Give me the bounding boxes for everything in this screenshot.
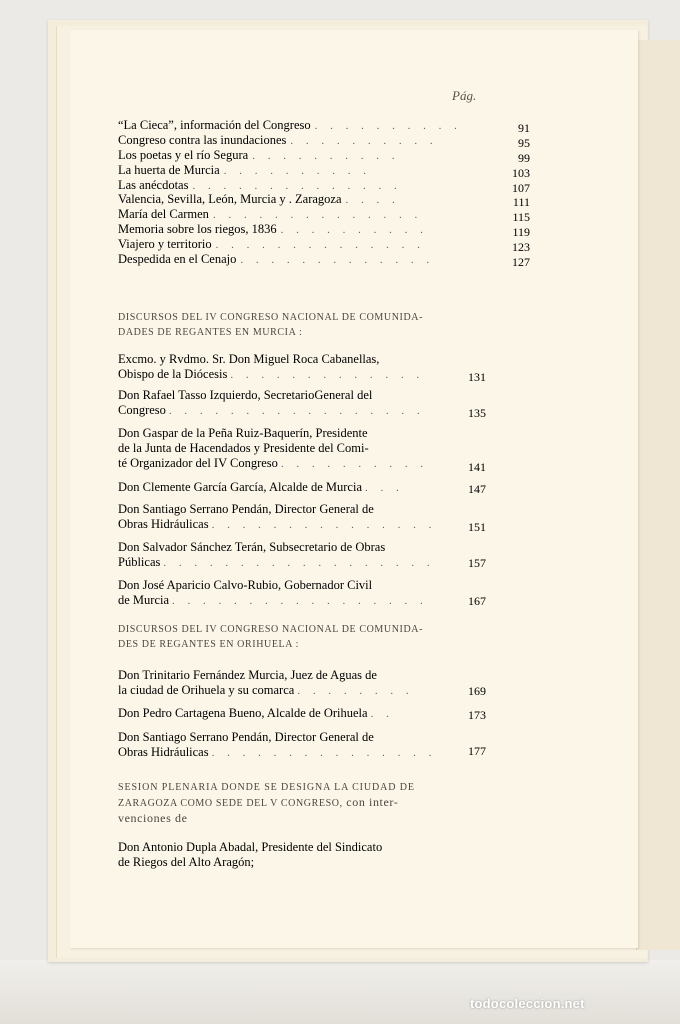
entry-page-number: 169 [468, 684, 486, 698]
entry-last-line [118, 517, 450, 533]
entry-line: de Riegos del Alto Aragón; [118, 855, 255, 869]
entry-page-number: 167 [468, 594, 486, 608]
section-heading-lower: con inter- [342, 795, 399, 809]
toc-entry [118, 668, 450, 699]
section-heading-line: DADES DE REGANTES EN MURCIA : [118, 327, 303, 338]
toc-row [118, 237, 530, 255]
toc-row [118, 252, 530, 270]
toc-leader-dots: . . . . . . . . . . [280, 458, 429, 470]
toc-row-title: Despedida en el Cenajo [118, 252, 237, 267]
entry-page-number: 147 [468, 482, 486, 496]
toc-row-title: María del Carmen [118, 207, 209, 222]
entry-line: Don Salvador Sánchez Terán, Subsecretario de Obras [118, 540, 386, 554]
section-heading-line: SESION PLENARIA DONDE SE DESIGNA LA CIUDAD DE [118, 782, 415, 793]
entry-page-number: 141 [468, 460, 486, 474]
toc-row [118, 118, 530, 133]
toc-entry [118, 502, 450, 533]
entry-last-line [118, 403, 450, 419]
toc-row-page: 99 [518, 150, 530, 165]
toc-row [118, 133, 530, 148]
entry-last-line [118, 683, 450, 699]
toc-entry [118, 706, 450, 722]
entry-line-text: la ciudad de Orihuela y su comarca [118, 683, 295, 697]
toc-leader-dots: . . . . . . . . . . [280, 224, 428, 237]
entry-line-text: Obras Hidráulicas [118, 745, 209, 759]
toc-row-page: 111 [512, 195, 530, 210]
toc-leader-dots: . . . . . . . . . . [314, 120, 462, 132]
toc-row [118, 207, 530, 225]
toc-entry [118, 388, 450, 419]
toc-row-page: 107 [512, 180, 530, 195]
toc-row-page: 115 [512, 210, 530, 225]
entry-line: Excmo. y Rvdmo. Sr. Don Miguel Roca Cabanellas, [118, 352, 380, 366]
toc-row-title: Las anécdotas [118, 177, 189, 192]
toc-leader-dots: . . . . . . . . . . [223, 164, 371, 177]
entry-page-number: 131 [468, 370, 486, 384]
entry-page-number: 173 [468, 708, 486, 722]
entry-line: Don Trinitario Fernández Murcia, Juez de Aguas de [118, 668, 377, 682]
toc-row [118, 192, 530, 210]
entry-page-number: 135 [468, 406, 486, 420]
toc-row-page: 123 [512, 240, 530, 255]
toc-leader-dots: . . . . . . . . [297, 685, 414, 697]
entry-last-line [118, 456, 450, 472]
section-heading-line: DISCURSOS DEL IV CONGRESO NACIONAL DE COMUNIDA- [118, 624, 424, 635]
toc-row-title: Viajero y territorio [118, 237, 212, 252]
toc-leader-dots: . . . . . . . . . . . . . . [192, 179, 402, 192]
toc-chapter-list [118, 118, 530, 270]
entry-line-text: de Murcia [118, 593, 170, 607]
section-heading-plenaria [118, 780, 458, 826]
toc-row-page: 95 [518, 135, 530, 150]
watermark-text: todocoleccion.net [470, 996, 585, 1011]
entry-line: Don José Aparicio Calvo-Rubio, Gobernador Civil [118, 578, 373, 592]
section-heading-line: venciones de [118, 811, 188, 825]
section-heading-line: DISCURSOS DEL IV CONGRESO NACIONAL DE COMUNIDA- [118, 312, 424, 323]
section-heading-line: DES DE REGANTES EN ORIHUELA : [118, 639, 300, 650]
toc-row-page: 127 [512, 255, 530, 270]
entry-page-number: 151 [468, 520, 486, 534]
toc-leader-dots: . . . . . . . . . . . . . . [212, 209, 423, 222]
toc-row-title: Los poetas y el río Segura [118, 147, 249, 162]
toc-leader-dots: . . . . . . . . . . . . . . . [211, 519, 437, 531]
facing-page-edge [636, 40, 680, 950]
entry-line: Don Rafael Tasso Izquierdo, SecretarioGeneral del [118, 388, 373, 402]
toc-leader-dots: . . . . . . . . . . . . . [230, 369, 425, 381]
toc-row-page: 91 [518, 121, 530, 135]
section-heading-murcia [118, 310, 458, 340]
entry-line-text: Don Pedro Cartagena Bueno, Alcalde de Orihuela [118, 706, 368, 720]
toc-row [118, 163, 530, 178]
toc-entry [118, 426, 450, 472]
entry-line-text: Obispo de la Diócesis [118, 367, 228, 381]
entry-last-line [118, 706, 450, 722]
entry-line-text: Congreso [118, 403, 166, 417]
toc-row [118, 148, 530, 163]
entry-last-line [118, 745, 450, 761]
toc-leader-dots: . . . . . . . . . . . . . [240, 254, 435, 267]
entry-line-text: Obras Hidráulicas [118, 517, 209, 531]
entry-line: Don Santiago Serrano Pendán, Director General de [118, 730, 374, 744]
toc-row-title: La huerta de Murcia [118, 162, 220, 177]
toc-entry [118, 540, 450, 571]
toc-row-title: Memoria sobre los riegos, 1836 [118, 222, 277, 237]
toc-leader-dots: . . . . . . . . . . . . . . . . . [168, 405, 425, 417]
entry-line: Don Santiago Serrano Pendán, Director General de [118, 502, 374, 516]
toc-entry [118, 578, 450, 609]
section-heading-orihuela [118, 622, 458, 652]
table-surface [0, 960, 680, 1024]
toc-leader-dots: . . . . . . . . . . . . . . . . . . [163, 557, 435, 569]
toc-leader-dots: . . . . . . . . . . . . . . . [211, 747, 437, 759]
toc-leader-dots: . . . . [345, 194, 400, 207]
toc-row-title: “La Cieca”, información del Congreso [118, 118, 311, 132]
entry-last-line [118, 480, 450, 496]
toc-leader-dots: . . [370, 708, 394, 720]
toc-row [118, 178, 530, 193]
entry-last-line [118, 593, 450, 609]
toc-entry-dupla [118, 840, 450, 870]
toc-leader-dots: . . . . . . . . . . . . . . . . . [172, 595, 428, 607]
entry-line-text: té Organizador del IV Congreso [118, 456, 278, 470]
page-column-header: Pág. [452, 88, 477, 103]
toc-leader-dots: . . . . . . . . . . [290, 134, 438, 147]
entry-last-line [118, 367, 450, 383]
toc-row-title: Valencia, Sevilla, León, Murcia y . Zaragoza [118, 192, 342, 207]
toc-row-page: 119 [512, 225, 530, 240]
toc-row [118, 222, 530, 240]
toc-entry [118, 730, 450, 761]
entry-last-line [118, 555, 450, 571]
entry-line: Don Gaspar de la Peña Ruiz-Baquerín, Presidente [118, 426, 368, 440]
toc-row-page: 103 [512, 165, 530, 180]
entry-line: de la Junta de Hacendados y Presidente del Comi- [118, 441, 369, 455]
toc-leader-dots: . . . . . . . . . . . . . . [215, 239, 425, 252]
section-heading-line [118, 795, 458, 811]
toc-leader-dots: . . . [365, 482, 404, 494]
section-heading-caps: ZARAGOZA COMO SEDE DEL V CONGRESO, [118, 798, 343, 809]
entry-line-text: Públicas [118, 555, 161, 569]
toc-entry [118, 352, 450, 383]
toc-leader-dots: . . . . . . . . . . [252, 149, 400, 162]
entry-page-number: 157 [468, 556, 486, 570]
toc-entry [118, 480, 450, 496]
entry-line-text: Don Clemente García García, Alcalde de Murcia [118, 480, 362, 494]
toc-row-title: Congreso contra las inundaciones [118, 132, 287, 147]
entry-page-number: 177 [468, 744, 486, 758]
entry-line: Don Antonio Dupla Abadal, Presidente del Sindicato [118, 840, 383, 854]
